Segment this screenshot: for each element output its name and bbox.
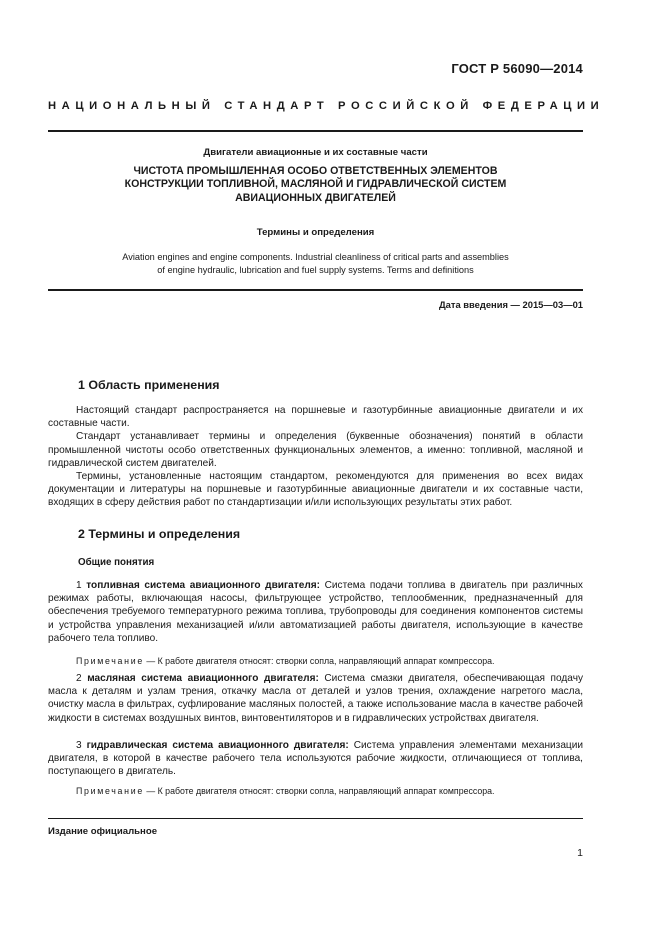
term-number: 3 bbox=[76, 740, 82, 751]
term-definition: Система смазки двигателя, обеспечивающая подачу масла к деталям и узлам трения, откачку масла от деталей и узлов трения, охлаждение нагретого масла, очистку масла в фильтрах, суфлирование масляных полостей, а также использование масла в качестве рабочей жидкости в системах воздушных винтов, винтовентиляторов и в гидравлических устройствах двигателя. bbox=[48, 673, 583, 724]
english-title bbox=[48, 251, 583, 277]
gost-number: ГОСТ Р 56090—2014 bbox=[451, 61, 583, 76]
term-note-1 bbox=[76, 656, 583, 666]
term-name: топливная система авиационного двигателя: bbox=[86, 580, 321, 591]
note-text: — К работе двигателя относят: створки сопла, направляющий аппарат компрессора. bbox=[143, 656, 495, 666]
term-name: гидравлическая система авиационного двигателя: bbox=[86, 740, 349, 751]
english-title-line: of engine hydraulic, lubrication and fuel supply systems. Terms and definitions bbox=[157, 265, 474, 275]
national-standard-banner: НАЦИОНАЛЬНЫЙ СТАНДАРТ РОССИЙСКОЙ ФЕДЕРАЦИИ bbox=[48, 100, 605, 112]
term-number: 2 bbox=[76, 673, 82, 684]
title-line: ЧИСТОТА ПРОМЫШЛЕННАЯ ОСОБО ОТВЕТСТВЕННЫХ ЭЛЕМЕНТОВ bbox=[133, 165, 498, 177]
note-label: Примечание bbox=[76, 656, 144, 666]
term-number: 1 bbox=[76, 580, 82, 591]
section-1-heading: 1 Область применения bbox=[78, 378, 220, 392]
official-edition-label: Издание официальное bbox=[48, 826, 158, 837]
english-title-line: Aviation engines and engine components. Industrial cleanliness of critical parts and assemblies bbox=[122, 252, 509, 262]
term-name: масляная система авиационного двигателя: bbox=[87, 673, 319, 684]
footer-rule bbox=[48, 818, 583, 819]
term-entry-1 bbox=[48, 579, 583, 645]
section-2-heading: 2 Термины и определения bbox=[78, 527, 241, 541]
note-text: — К работе двигателя относят: створки сопла, направляющий аппарат компрессора. bbox=[143, 786, 495, 796]
page-number: 1 bbox=[577, 847, 583, 859]
paragraph: Настоящий стандарт распространяется на поршневые и газотурбинные авиационные двигатели и их составные части. bbox=[48, 405, 583, 430]
paragraph: Термины, установленные настоящим стандартом, рекомендуются для применения во всех видах документации и литературы на поршневые и газотурбинные авиационные двигатели и их составные части, входящих в сферу действия работ по стандартизации и/или использующих результаты этих работ. bbox=[48, 471, 583, 509]
section-1-body bbox=[48, 404, 583, 510]
standard-subtitle: Термины и определения bbox=[256, 227, 375, 238]
term-definition: Система управления элементами механизации двигателя, в которой в качестве рабочего тела используются рабочие жидкости, отличающиеся от топлива, поступающего в двигатель. bbox=[48, 740, 583, 778]
standard-title bbox=[48, 165, 583, 205]
term-definition: Система подачи топлива в двигатель при различных режимах работы, включающая насосы, фильтрующее устройство, теплообменник, предназначенный для обеспечения требуемого температурного режима топлива, трубопроводы для соединения компонентов системы и устройства управления механизацией и/или автоматизацией работы двигателя, использующие в качестве рабочего тела топливо. bbox=[48, 580, 583, 644]
term-entry-2 bbox=[48, 672, 583, 725]
note-label: Примечание bbox=[76, 786, 144, 796]
term-entry-3 bbox=[48, 739, 583, 779]
paragraph: Стандарт устанавливает термины и определения (буквенные обозначения) понятий в области промышленной чистоты особо ответственных функциональных элементов, а именно: топливной, масляной и гидравлической систем двигателей. bbox=[48, 431, 583, 469]
header-rule bbox=[48, 130, 583, 132]
title-block-rule bbox=[48, 289, 583, 291]
section-2-subhead: Общие понятия bbox=[78, 557, 155, 568]
title-line: КОНСТРУКЦИИ ТОПЛИВНОЙ, МАСЛЯНОЙ И ГИДРАВЛИЧЕСКОЙ СИСТЕМ bbox=[124, 178, 507, 191]
standard-subject: Двигатели авиационные и их составные части bbox=[203, 147, 428, 158]
term-note-3 bbox=[76, 786, 583, 796]
title-line: АВИАЦИОННЫХ ДВИГАТЕЛЕЙ bbox=[235, 191, 396, 204]
introduction-date: Дата введения — 2015—03—01 bbox=[438, 299, 583, 310]
